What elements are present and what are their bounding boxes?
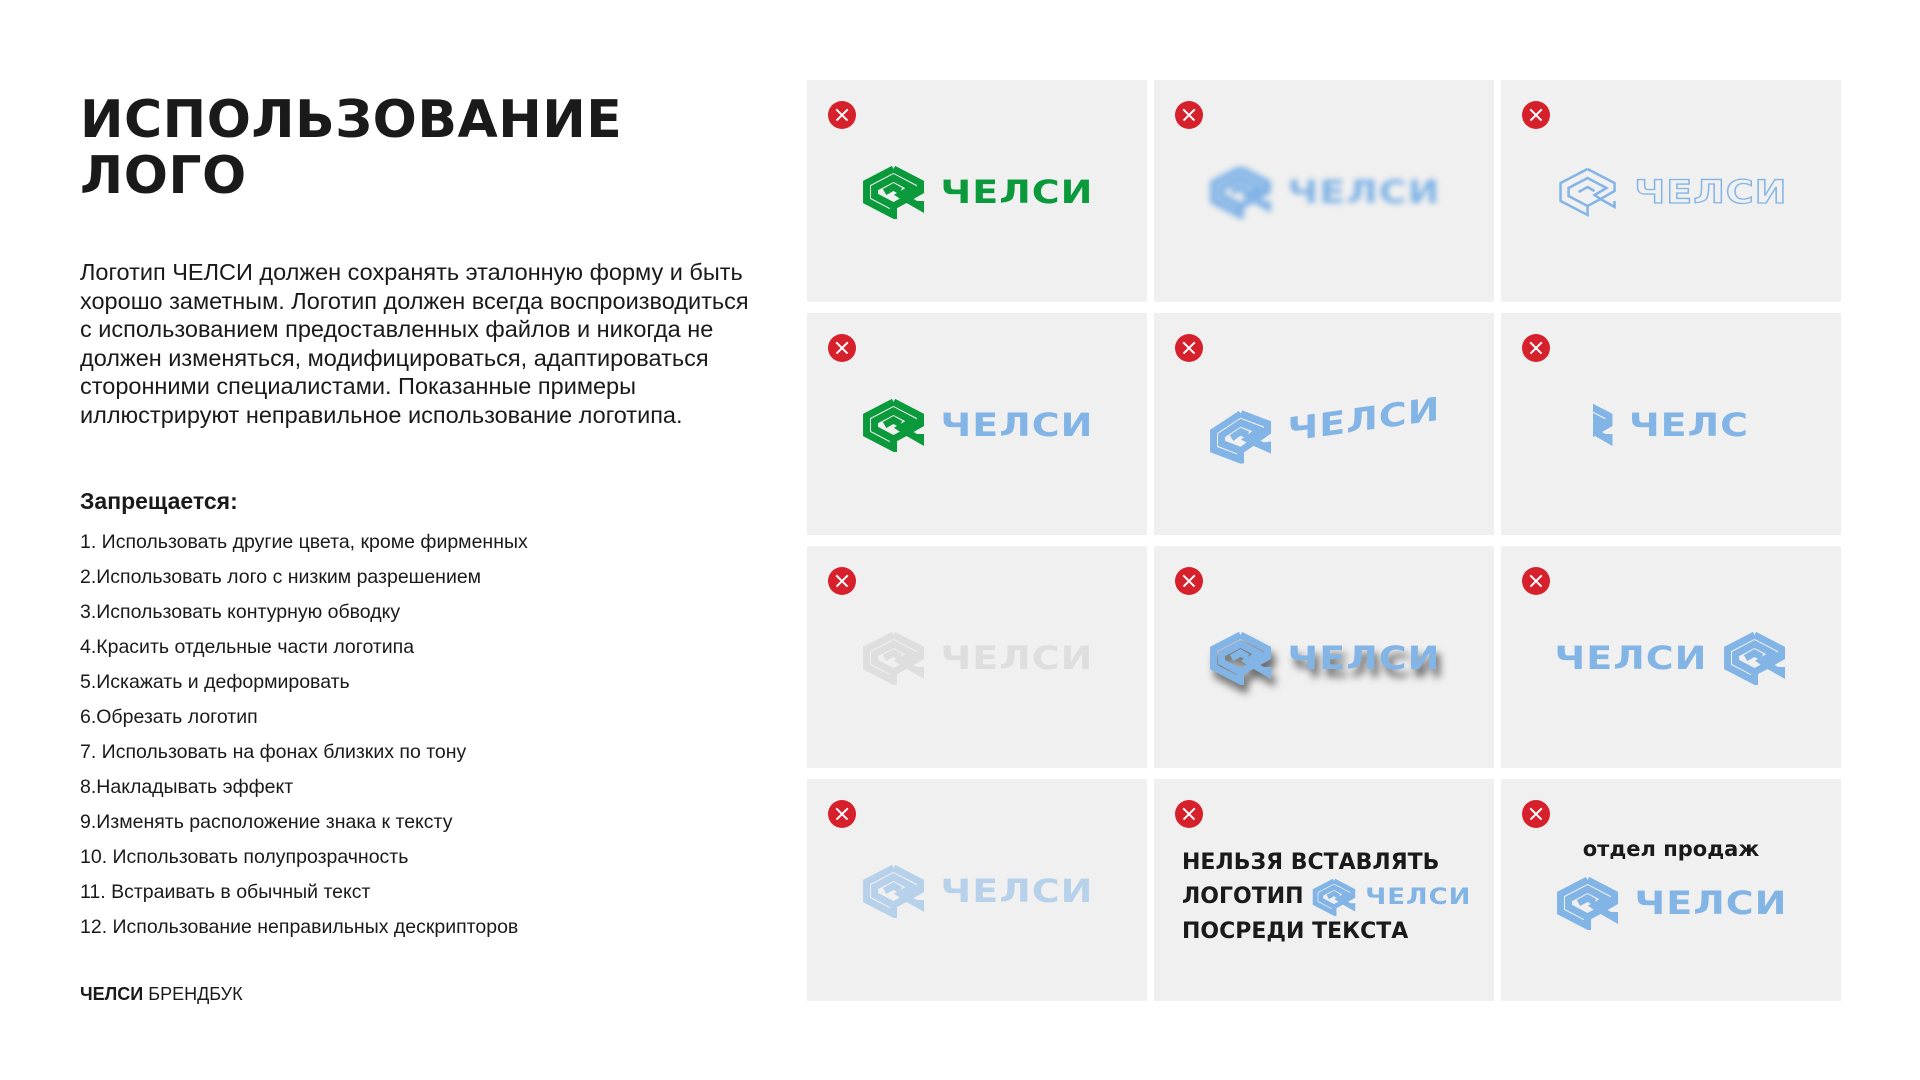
error-x-icon [828,334,856,362]
example-distorted [1154,313,1494,535]
rule-item: 3.Использовать контурную обводку [80,601,401,623]
chelsi-logo [861,398,1094,452]
footer [80,984,243,1005]
logo-wordmark: ЧЕЛСИ [1287,389,1441,449]
logo-mark-icon [1311,878,1357,916]
rule-item: 5.Искажать и деформировать [80,671,350,693]
rule-item: 11. Встраивать в обычный текст [80,881,371,903]
logo-mark-icon [861,864,927,918]
logo-wordmark: ЧЕЛСИ [1554,639,1708,677]
error-x-icon [828,567,856,595]
error-x-icon [1522,101,1550,129]
logo-wordmark: ЧЕЛСИ [1634,173,1788,211]
footer-brand: ЧЕЛСИ [80,984,144,1004]
example-recolored-parts [807,313,1147,535]
logo-wordmark: ЧЕЛСИ [940,872,1094,910]
chelsi-logo [861,631,1094,685]
error-x-icon [1175,101,1203,129]
rule-item: 6.Обрезать логотип [80,706,258,728]
chelsi-logo [861,165,1094,219]
chelsi-logo [1311,878,1471,916]
logo-wordmark: ЧЕЛСИ [1287,639,1441,677]
logo-wordmark: ЧЕЛС [1628,406,1750,444]
rule-item: 12. Использование неправильных дескрипторов [80,916,519,938]
rule-item: 10. Использовать полупрозрачность [80,846,409,868]
logo-mark-icon [1555,165,1621,219]
example-inline-text [1154,779,1494,1001]
logo-wordmark: ЧЕЛСИ [940,173,1094,211]
example-transparency [807,779,1147,1001]
error-x-icon [1522,800,1550,828]
example-rearranged [1501,546,1841,768]
logo-mark-icon [1208,405,1274,468]
chelsi-logo [1555,876,1788,930]
logo-mark-icon [1593,398,1615,452]
chelsi-logo [1555,165,1788,219]
inline-text-line: ЛОГОТИП [1182,884,1304,909]
logo-mark-icon [861,631,927,685]
logo-mark-icon [1208,631,1274,685]
rule-item: 4.Красить отдельные части логотипа [80,636,415,658]
rules-list [80,527,528,947]
error-x-icon [1175,334,1203,362]
forbidden-heading: Запрещается: [80,488,238,514]
example-wrong-descriptor [1501,779,1841,1001]
error-x-icon [1175,567,1203,595]
chelsi-logo [1208,631,1441,685]
logo-mark-icon [861,165,927,219]
error-x-icon [1522,567,1550,595]
chelsi-logo [1593,398,1749,452]
logo-mark-icon [1208,165,1274,219]
descriptor-text: отдел продаж [1582,837,1760,861]
inline-text-block [1182,847,1471,947]
example-effect [1154,546,1494,768]
logo-wordmark: ЧЕЛСИ [1634,884,1788,922]
misuse-grid [807,80,1841,1001]
rule-item: 2.Использовать лого с низким разрешением [80,566,482,588]
chelsi-logo [1208,382,1441,469]
error-x-icon [1175,800,1203,828]
logo-wordmark: ЧЕЛСИ [1365,884,1472,910]
example-wrong-colors [807,80,1147,302]
example-cropped [1501,313,1841,535]
rule-item: 9.Изменять расположение знака к тексту [80,811,453,833]
chelsi-logo [1555,631,1788,685]
example-low-contrast [807,546,1147,768]
logo-mark-icon [1721,631,1787,685]
logo-wordmark: ЧЕЛСИ [940,639,1094,677]
logo-mark-icon [861,398,927,452]
rule-item: 1. Использовать другие цвета, кроме фирменных [80,531,528,553]
error-x-icon [1522,334,1550,362]
chelsi-logo [1208,165,1441,219]
intro-paragraph: Логотип ЧЕЛСИ должен сохранять эталонную форму и быть хорошо заметным. Логотип должен всегда воспроизводиться с использованием предоставленных файлов и никогда не должен изменяться, модифицироваться, адаптироваться сторонними специалистами. Показанные примеры иллюстрируют неправильное использование логотипа. [80,259,749,428]
inline-text-line: НЕЛЬЗЯ ВСТАВЛЯТЬ [1182,850,1440,875]
example-low-resolution [1154,80,1494,302]
page-title: ИСПОЛЬЗОВАНИЕ ЛОГО [80,90,623,206]
error-x-icon [828,101,856,129]
error-x-icon [828,800,856,828]
logo-wordmark: ЧЕЛСИ [1287,173,1441,211]
footer-label: БРЕНДБУК [148,984,243,1004]
rule-item: 7. Использовать на фонах близких по тону [80,741,467,763]
logo-wordmark: ЧЕЛСИ [940,406,1094,444]
logo-mark-icon [1555,876,1621,930]
inline-text-line: ПОСРЕДИ ТЕКСТА [1182,919,1409,944]
example-outline [1501,80,1841,302]
rule-item: 8.Накладывать эффект [80,776,294,798]
cropped-mark [1593,398,1615,452]
chelsi-logo [861,864,1094,918]
